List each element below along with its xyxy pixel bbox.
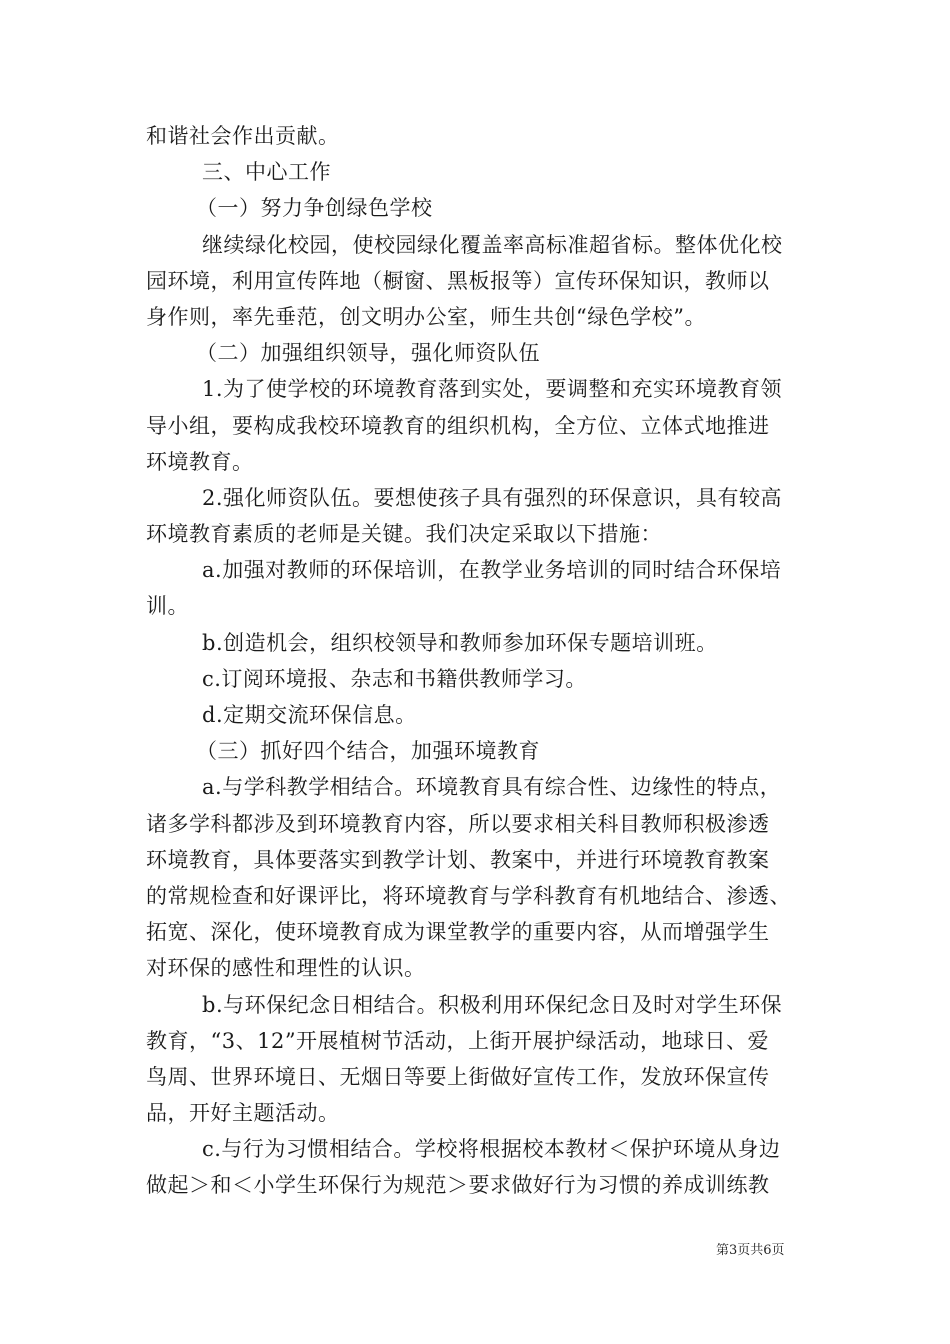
text-line: 对环保的感性和理性的认识。: [146, 956, 426, 981]
text-line: 环境教育，具体要落实到教学计划、教案中，并进行环境教育教案: [146, 847, 770, 872]
page-number-footer: 第3页共6页: [716, 1243, 785, 1258]
text-line: 诸多学科都涉及到环境教育内容，所以要求相关科目教师积极渗透: [146, 811, 770, 836]
text-line: 教育，“3、12”开展植树节活动，上街开展护绿活动，地球日、爱: [146, 1028, 770, 1053]
text-line: b.创造机会，组织校领导和教师参加环保专题培训班。: [202, 630, 718, 655]
text-line: 园环境，利用宣传阵地（橱窗、黑板报等）宣传环保知识，教师以: [146, 268, 770, 293]
text-line: （一）努力争创绿色学校: [196, 196, 433, 221]
text-line: 和谐社会作出贡献。: [146, 124, 340, 148]
text-line: 环境教育。: [146, 449, 254, 474]
text-line: c.订阅环境报、杂志和书籍供教师学习。: [202, 666, 587, 691]
text-line: 鸟周、世界环境日、无烟日等要上街做好宣传工作，发放环保宣传: [146, 1064, 770, 1089]
text-line: 拓宽、深化，使环境教育成为课堂教学的重要内容，从而增强学生: [146, 920, 770, 945]
text-line: 环境教育素质的老师是关键。我们决定采取以下措施：: [146, 522, 662, 547]
text-line: a.加强对教师的环保培训，在教学业务培训的同时结合环保培: [202, 558, 782, 583]
text-line: 训。: [146, 594, 189, 619]
text-line: c.与行为习惯相结合。学校将根据校本教材＜保护环境从身边: [202, 1137, 781, 1162]
text-line: 品，开好主题活动。: [146, 1101, 340, 1126]
text-line: 2.强化师资队伍。要想使孩子具有强烈的环保意识，具有较高: [202, 485, 783, 510]
text-line: （三）抓好四个结合，加强环境教育: [196, 739, 540, 764]
text-line: d.定期交流环保信息。: [202, 703, 417, 727]
text-line: 的常规检查和好课评比，将环境教育与学科教育有机地结合、渗透、: [146, 883, 791, 908]
text-line: 三、中心工作: [202, 160, 331, 185]
text-line: 导小组，要构成我校环境教育的组织机构，全方位、立体式地推进: [146, 413, 770, 438]
text-line: 1.为了使学校的环境教育落到实处，要调整和充实环境教育领: [202, 377, 783, 402]
document-body: [146, 118, 826, 1204]
text-line: b.与环保纪念日相结合。积极利用环保纪念日及时对学生环保: [202, 992, 783, 1017]
text-line: （二）加强组织领导，强化师资队伍: [196, 341, 540, 366]
text-line: 做起＞和＜小学生环保行为规范＞要求做好行为习惯的养成训练教: [146, 1173, 770, 1198]
text-line: a.与学科教学相结合。环境教育具有综合性、边缘性的特点，: [202, 775, 782, 800]
text-line: 继续绿化校园，使校园绿化覆盖率高标准超省标。整体优化校: [202, 232, 783, 257]
text-line: 身作则，率先垂范，创文明办公室，师生共创“绿色学校”。: [146, 304, 706, 329]
